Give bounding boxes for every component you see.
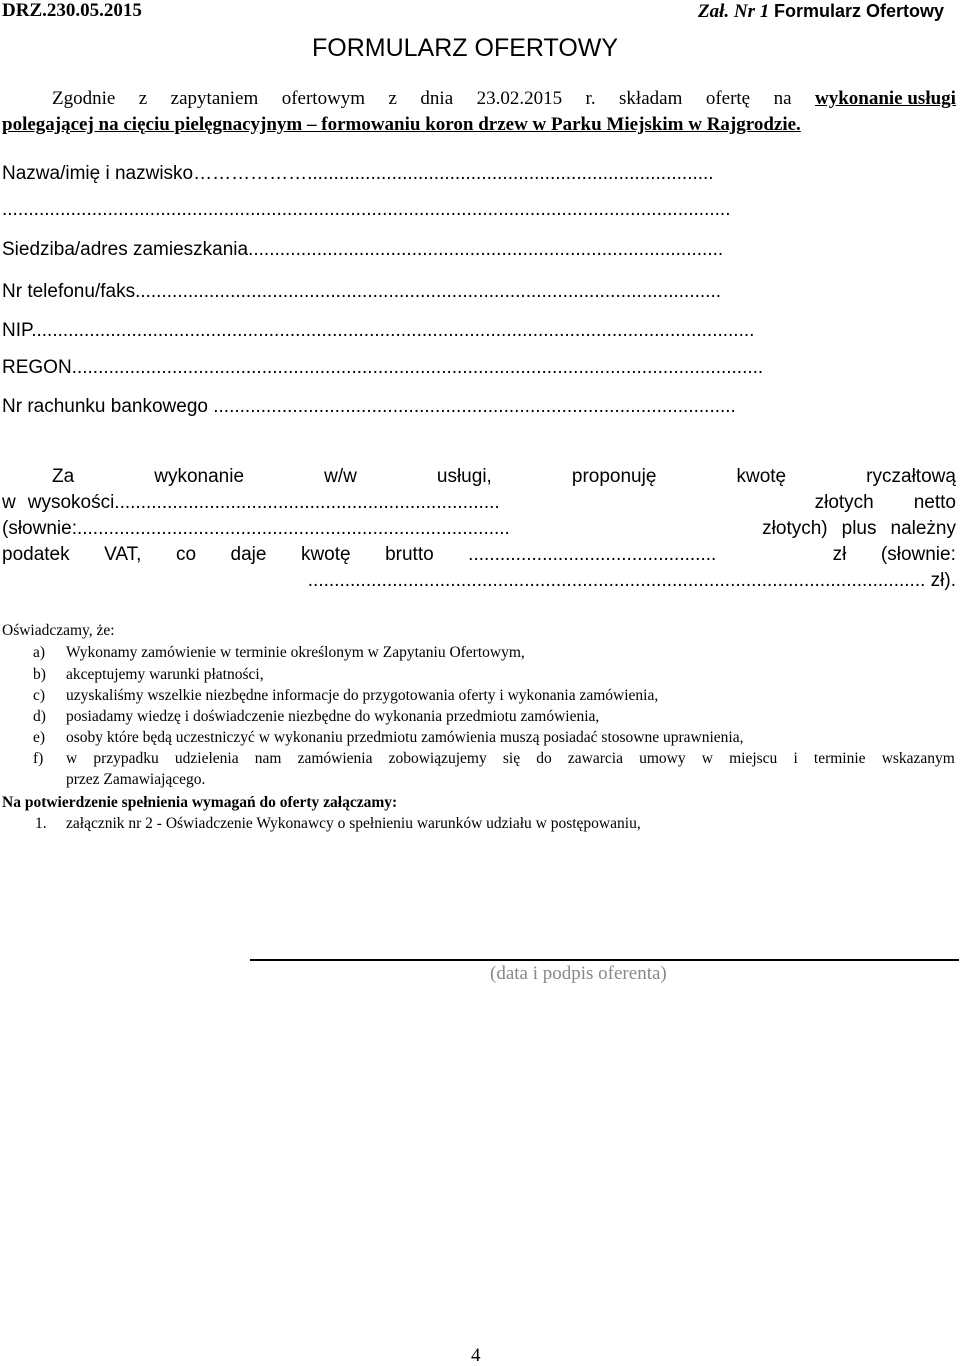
declaration-letter: e)	[33, 729, 46, 746]
declaration-word: udzielenia	[174, 750, 239, 767]
declaration-letter: d)	[33, 708, 46, 725]
page-number: 4	[471, 1345, 481, 1366]
declaration-word: i	[793, 750, 798, 767]
declaration-word: nam	[254, 750, 282, 767]
price-word: w	[2, 492, 16, 513]
declaration-letter: f)	[33, 750, 44, 767]
attachments-heading: Na potwierdzenie spełnienia wymagań do oferty załączamy:	[2, 794, 398, 811]
price-word: wykonanie	[154, 466, 245, 487]
declaration-item	[0, 644, 960, 664]
price-word: Za	[52, 466, 75, 487]
declaration-item	[0, 687, 960, 707]
price-word: daje	[230, 544, 267, 565]
intro-word: 23.02.2015	[476, 88, 563, 109]
net-amount-field: wysokości.........................................................................	[27, 492, 500, 513]
declaration-word: przypadku	[93, 750, 159, 767]
declaration-word: w	[701, 750, 713, 767]
declaration-word: wskazanym	[881, 750, 955, 767]
price-word: kwotę	[300, 544, 351, 565]
declaration-item	[0, 708, 960, 728]
declaration-text: posiadamy wiedzę i doświadczenie niezbędne do wykonania przedmiotu zamówienia,	[66, 708, 600, 725]
attachment-label	[698, 0, 944, 23]
price-word: usługi,	[436, 466, 492, 487]
price-word: ryczałtową	[866, 466, 956, 487]
intro-word: z	[138, 88, 148, 109]
signature-caption: (data i podpis oferenta)	[490, 963, 667, 984]
attachment-text: załącznik nr 2 - Oświadczenie Wykonawcy o spełnieniu warunków udziału w postępowaniu,	[66, 815, 641, 832]
declaration-text: uzyskaliśmy wszelkie niezbędne informacje do przygotowania oferty i wykonania zamówienia,	[66, 687, 659, 704]
price-word: VAT,	[104, 544, 142, 565]
declaration-item	[0, 750, 960, 770]
bank-account-field: Nr rachunku bankowego ...................................................................................................	[2, 396, 736, 417]
intro-word: ofertowym	[281, 88, 366, 109]
declaration-word: terminie	[813, 750, 866, 767]
declaration-word: do	[536, 750, 552, 767]
intro-line-1	[52, 88, 956, 110]
declaration-text: akceptujemy warunki płatności,	[66, 666, 264, 683]
price-word: proponuję	[571, 466, 657, 487]
intro-word: składam	[619, 88, 683, 109]
intro-word: Zgodnie	[52, 88, 116, 109]
declaration-item	[0, 729, 960, 749]
intro-word: z	[388, 88, 397, 109]
gross-amount-words-field: ..................................................................................................................... zł).	[307, 570, 956, 591]
declaration-word: umowy	[639, 750, 686, 767]
price-word: plus	[841, 518, 877, 539]
regon-field: REGON...................................................................................................................................	[2, 357, 764, 378]
intro-word: ofertę	[705, 88, 751, 109]
name-field-continuation: ..........................................................................................................................................	[2, 199, 731, 220]
declaration-word: zamówienia	[297, 750, 373, 767]
price-word: kwotę	[736, 466, 787, 487]
price-line-1	[52, 466, 956, 488]
declaration-word: miejscu	[729, 750, 778, 767]
intro-word: zapytaniem	[170, 88, 259, 109]
attachment-title: Formularz Ofertowy	[773, 1, 944, 21]
declaration-letter: c)	[33, 687, 46, 704]
attachment-item	[0, 815, 960, 835]
price-word: w/w	[324, 466, 357, 487]
declaration-word: zobowiązujemy	[388, 750, 487, 767]
intro-word: na	[773, 88, 792, 109]
price-word: brutto	[385, 544, 434, 565]
declaration-word: w	[66, 750, 78, 767]
price-word: złotych	[814, 492, 874, 513]
price-line-3	[2, 518, 956, 540]
declaration-text-continuation: przez Zamawiającego.	[66, 771, 206, 788]
service-title-start: wykonanie usługi	[814, 88, 956, 109]
address-field: Siedziba/adres zamieszkania..........................................................................................	[2, 239, 724, 260]
declaration-text: osoby które będą uczestniczyć w wykonaniu przedmiotu zamówienia muszą posiadać stosowne uprawnienia,	[66, 729, 744, 746]
intro-word: dnia	[420, 88, 454, 109]
price-word: netto	[913, 492, 956, 513]
attachment-number: 1.	[35, 815, 47, 832]
price-line-2	[2, 492, 956, 514]
intro-word: r.	[585, 88, 596, 109]
page-title: FORMULARZ OFERTOWY	[312, 34, 619, 62]
declaration-letter: a)	[33, 644, 46, 661]
price-word: zł	[832, 544, 847, 565]
declaration-text	[66, 750, 955, 768]
declaration-text: Wykonamy zamówienie w terminie określonym w Zapytaniu Ofertowym,	[66, 644, 525, 661]
service-title: polegającej na cięciu pielęgnacyjnym – formowaniu koron drzew w Parku Miejskim w Rajgrodzie.	[2, 114, 801, 135]
signature-line	[250, 959, 959, 961]
net-amount-words-field: (słownie:..................................................................................	[2, 518, 510, 539]
document-reference: DRZ.230.05.2015	[2, 0, 142, 21]
gross-amount-field: ...............................................	[468, 544, 717, 565]
declaration-letter: b)	[33, 666, 46, 683]
price-word: należny	[890, 518, 956, 539]
price-word: podatek	[2, 544, 70, 565]
price-word: (słownie:	[880, 544, 956, 565]
declaration-word: zawarcia	[567, 750, 623, 767]
declaration-item	[0, 666, 960, 686]
attachment-prefix: Zał. Nr 1	[697, 1, 770, 22]
price-word: złotych)	[762, 518, 828, 539]
price-line-4	[2, 544, 956, 566]
phone-field: Nr telefonu/faks...............................................................................................................	[2, 281, 722, 302]
name-field: Nazwa/imię i nazwisko……………….............................................................................	[2, 163, 714, 184]
declaration-word: się	[502, 750, 521, 767]
nip-field: NIP.........................................................................................................................................	[2, 320, 755, 341]
declarations-heading: Oświadczamy, że:	[2, 622, 115, 639]
price-word: co	[175, 544, 197, 565]
